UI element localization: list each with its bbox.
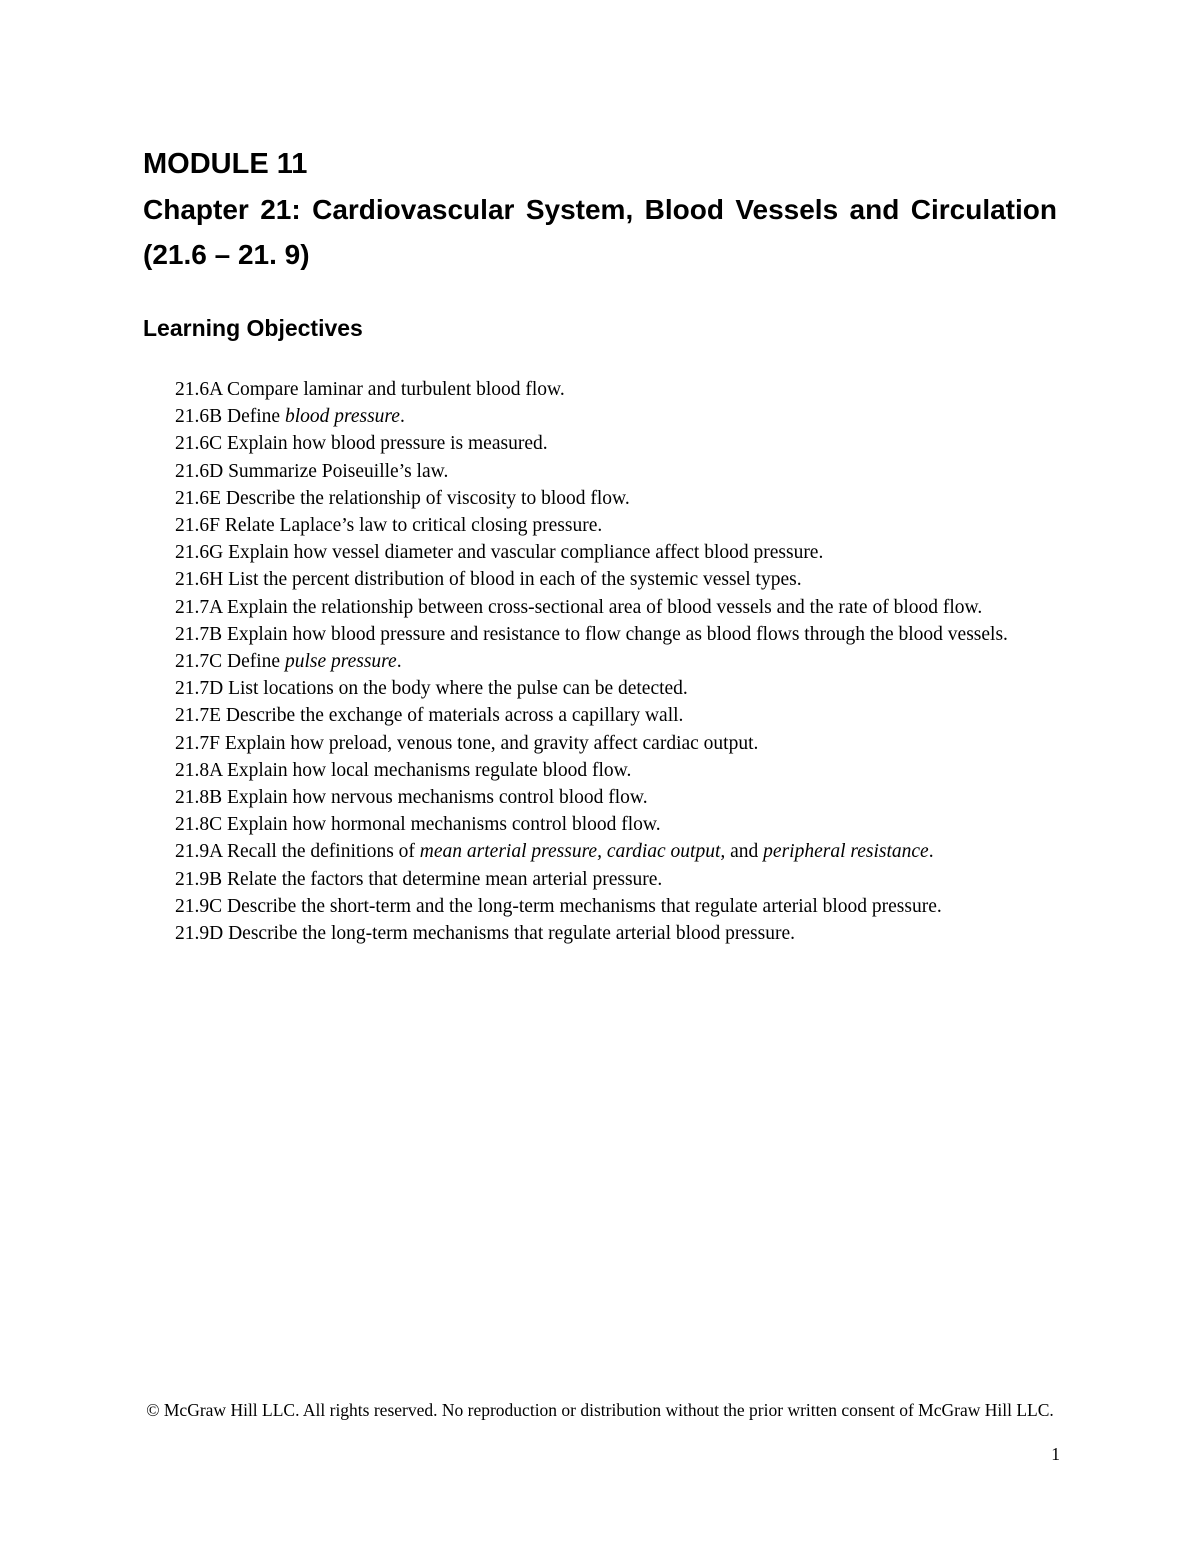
objective-term: pulse pressure [284, 651, 397, 673]
objective-term: mean arterial pressure, cardiac output, [419, 841, 726, 863]
objective-term: blood pressure [284, 406, 400, 428]
objective-text: 21.9A Recall the definitions of [175, 841, 420, 863]
objective-text: 21.6B Define [175, 406, 285, 428]
objective-text: 21.8B Explain how nervous mechanisms control blood flow. [175, 787, 648, 809]
objective-item [175, 893, 1055, 920]
objective-text: 21.7F Explain how preload, venous tone, and gravity affect cardiac output. [175, 732, 759, 754]
objective-text: 21.7A Explain the relationship between cross-sectional area of blood vessels and the rate of blood flow. [175, 596, 983, 618]
objective-item [175, 430, 1055, 457]
objective-text: 21.8A Explain how local mechanisms regulate blood flow. [175, 759, 632, 781]
objective-text: 21.6D Summarize Poiseuille’s law. [175, 460, 449, 482]
objective-item [175, 702, 1055, 729]
objective-text: 21.6C Explain how blood pressure is measured. [175, 433, 548, 455]
objective-item [175, 403, 1055, 430]
objective-text: 21.6H List the percent distribution of blood in each of the systemic vessel types. [175, 569, 802, 591]
objective-text: 21.7B Explain how blood pressure and resistance to flow change as blood flows through the blood vessels. [175, 623, 1008, 645]
copyright-footer: © McGraw Hill LLC. All rights reserved. No reproduction or distribution without the prior written consent of McGraw Hill LLC. [146, 1400, 1054, 1420]
objective-text: and [725, 841, 764, 863]
module-title: MODULE 11 [143, 148, 308, 180]
objective-text: 21.6A Compare laminar and turbulent blood flow. [175, 379, 565, 400]
objective-item [175, 920, 1055, 947]
objective-item [175, 594, 1055, 621]
objective-text: 21.9C Describe the short-term and the long-term mechanisms that regulate arterial blood pressure. [175, 895, 942, 917]
objective-text: 21.9D Describe the long-term mechanisms that regulate arterial blood pressure. [175, 923, 796, 945]
objective-item [175, 675, 1055, 702]
objective-text: 21.6E Describe the relationship of viscosity to blood flow. [175, 487, 630, 509]
objective-text: 21.9B Relate the factors that determine mean arterial pressure. [175, 868, 663, 890]
objective-text: 21.8C Explain how hormonal mechanisms control blood flow. [175, 814, 661, 836]
page-number: 1 [1051, 1444, 1060, 1464]
objective-item [175, 621, 1055, 648]
objective-text: . [399, 406, 405, 428]
learning-objectives-list [175, 376, 1055, 947]
objective-item [175, 376, 1055, 403]
chapter-title: Chapter 21: Cardiovascular System, Blood Vessels and Circulation (21.6 – 21. 9) [143, 194, 1057, 270]
objective-text: 21.7D List locations on the body where the pulse can be detected. [175, 678, 688, 700]
objective-item [175, 539, 1055, 566]
objective-item [175, 458, 1055, 485]
objective-item [175, 811, 1055, 838]
objective-text: 21.6G Explain how vessel diameter and vascular compliance affect blood pressure. [175, 542, 824, 564]
objective-term: peripheral resistance [763, 841, 929, 863]
section-heading: Learning Objectives [143, 315, 363, 341]
objective-text: . [396, 651, 402, 673]
objective-item [175, 730, 1055, 757]
objective-item [175, 648, 1055, 675]
objective-item [175, 512, 1055, 539]
objective-item [175, 757, 1055, 784]
objective-text: . [928, 841, 934, 863]
objective-item [175, 838, 1055, 865]
objective-text: 21.6F Relate Laplace’s law to critical closing pressure. [175, 515, 603, 537]
objective-text: 21.7E Describe the exchange of materials across a capillary wall. [175, 705, 684, 727]
objective-item [175, 784, 1055, 811]
objective-item [175, 485, 1055, 512]
objective-text: 21.7C Define [175, 651, 285, 673]
objective-item [175, 566, 1055, 593]
objective-item [175, 866, 1055, 893]
